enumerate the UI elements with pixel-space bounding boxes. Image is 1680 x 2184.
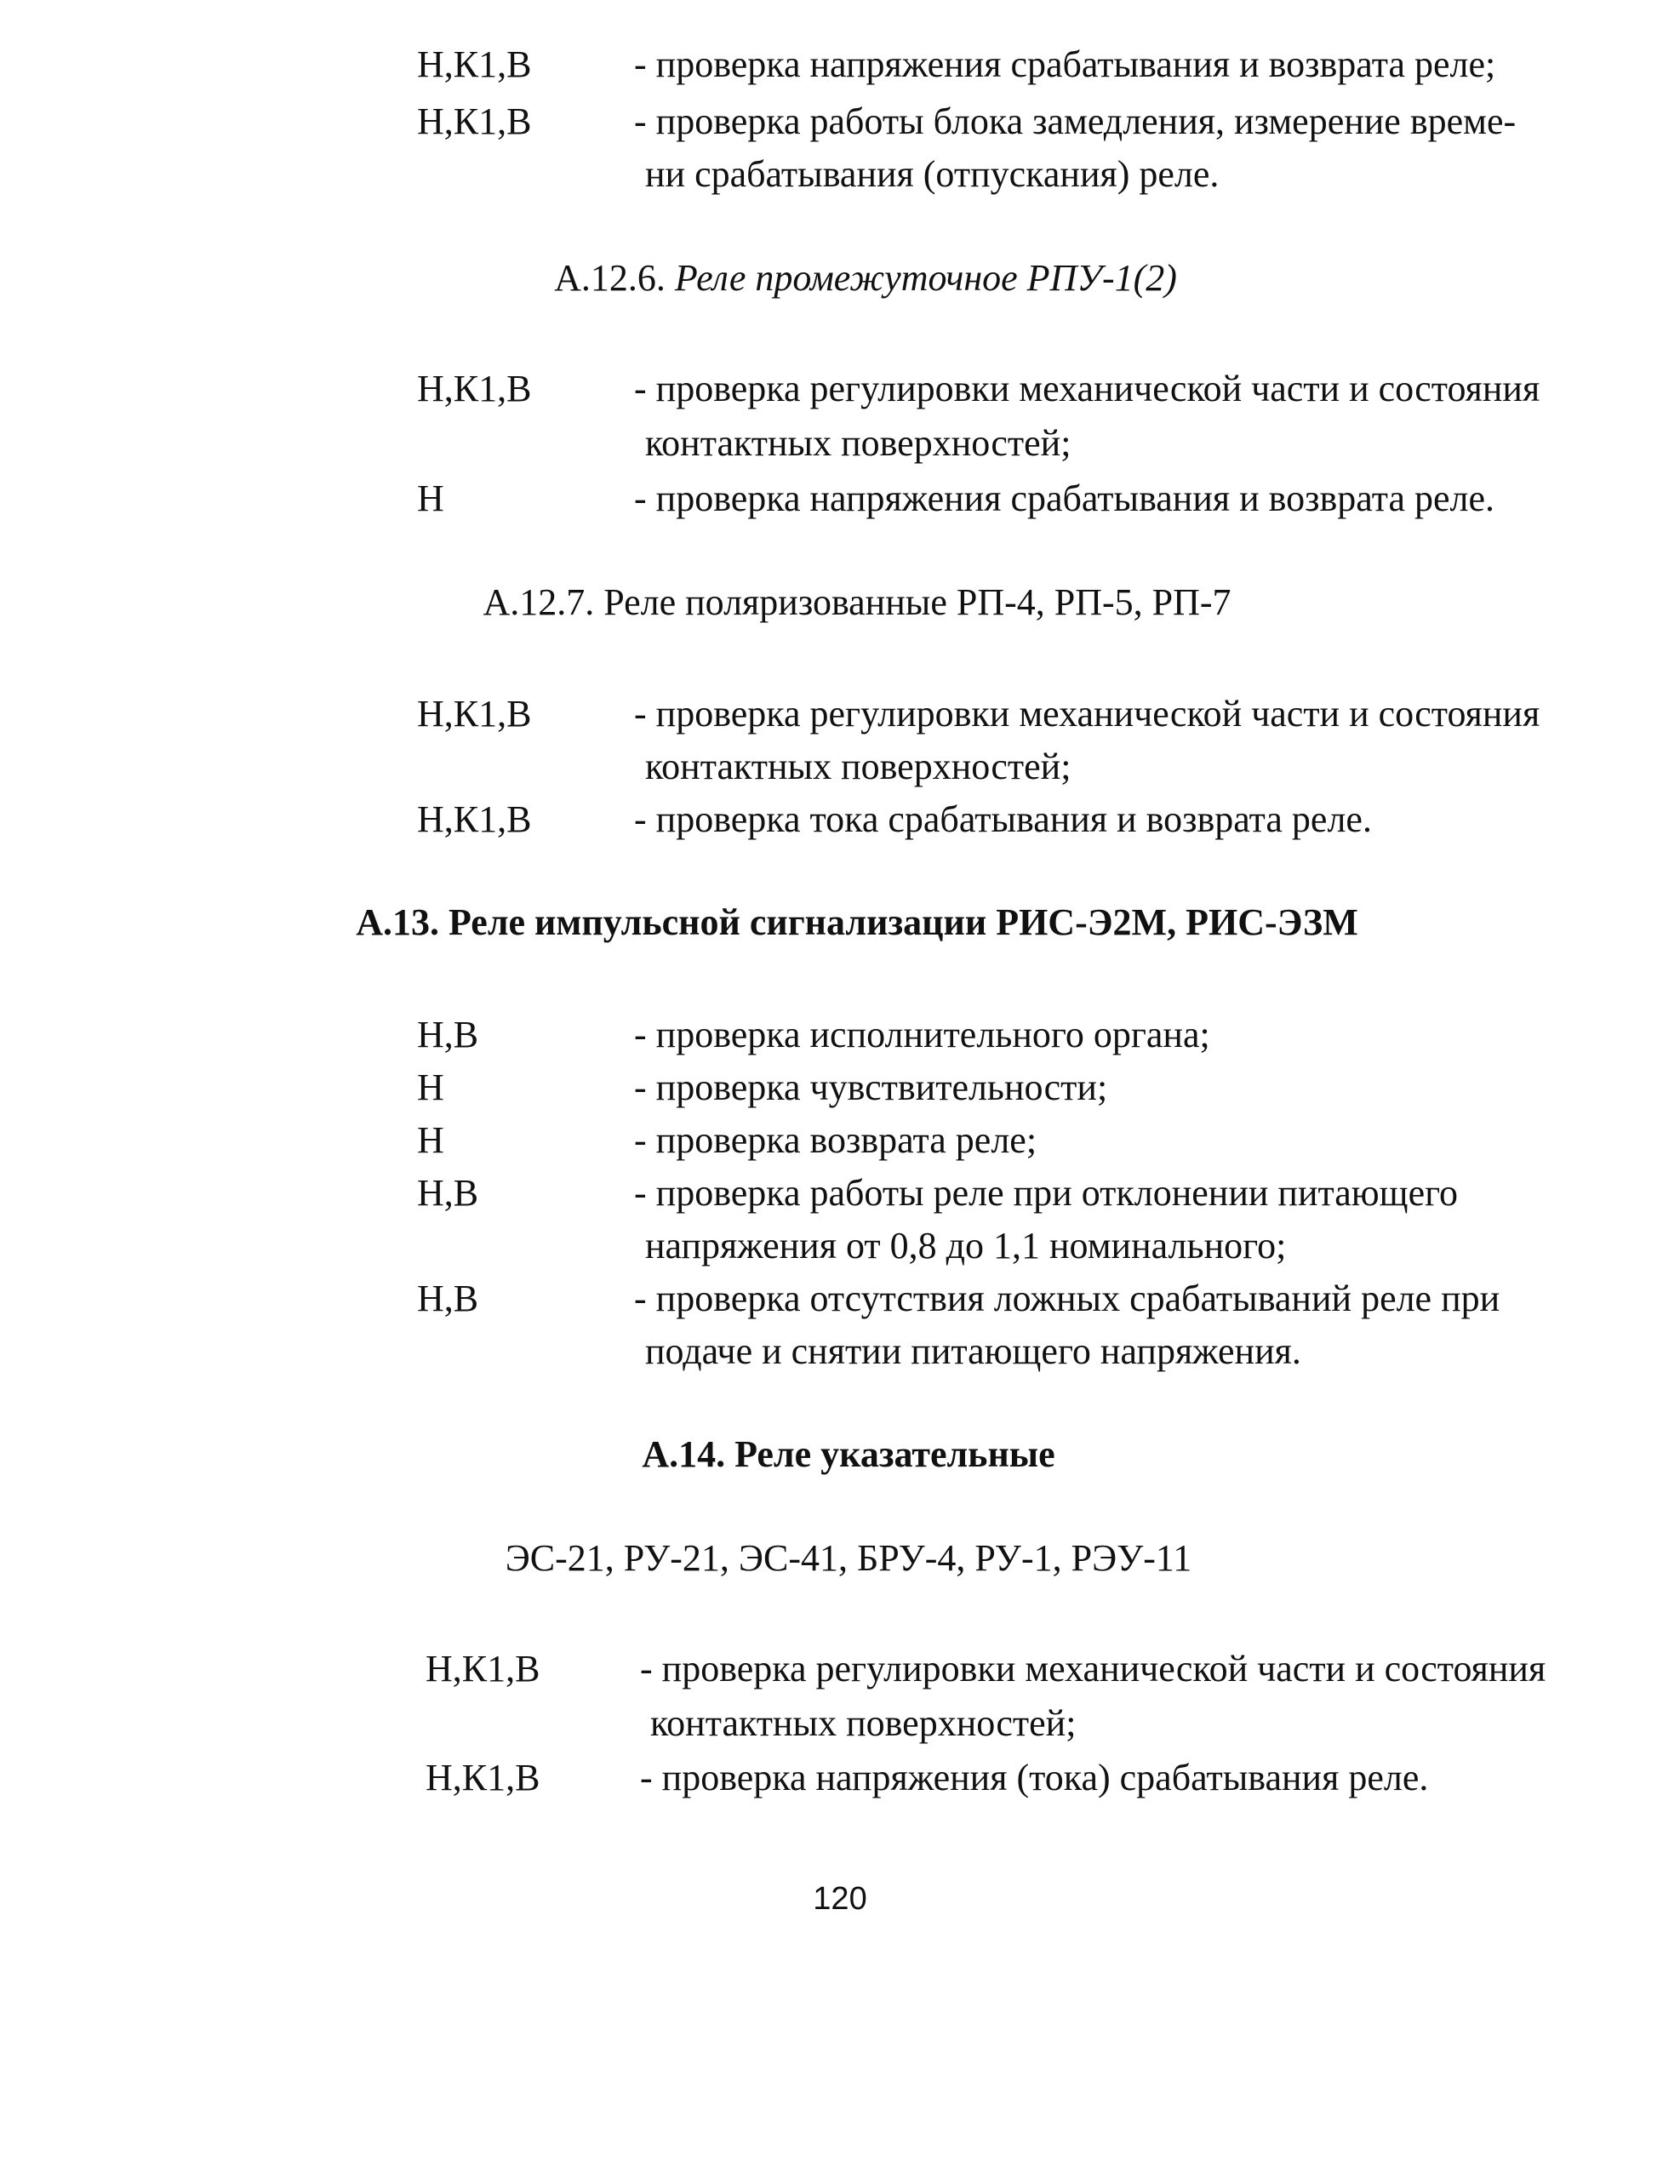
section-heading: А.14. Реле указательные [642,1433,1055,1475]
check-description-continuation: контактных поверхностей; [645,746,1071,787]
check-description: - проверка тока срабатывания и возврата реле. [634,798,1372,840]
check-description-continuation: напряжения от 0,8 до 1,1 номинального; [645,1225,1287,1266]
section-number: А.12.6. [554,257,666,299]
check-code: Н,К1,В [426,1757,540,1798]
check-description: - проверка отсутствия ложных срабатываний реле при [634,1278,1500,1319]
check-description: - проверка чувствительности; [634,1066,1108,1108]
check-code: Н,К1,В [417,100,532,142]
check-description: - проверка напряжения срабатывания и возврата реле; [634,43,1496,85]
check-code: Н [417,1066,444,1108]
check-code: Н,В [417,1278,479,1319]
section-heading: А.13. Реле импульсной сигнализации РИС-Э2М, РИС-ЭЗМ [356,901,1358,943]
check-code: Н,К1,В [417,368,532,409]
check-code: Н,К1,В [417,43,532,85]
check-description: - проверка работы реле при отклонении питающего [634,1172,1459,1214]
check-description-continuation: контактных поверхностей; [650,1702,1077,1744]
check-code: Н,В [417,1172,479,1214]
section-title: Реле промежуточное РПУ-1(2) [674,257,1177,299]
check-description-continuation: подаче и снятии питающего напряжения. [645,1330,1301,1372]
section-heading: А.12.7. Реле поляризованные РП-4, РП-5, РП-7 [483,581,1231,623]
check-code: Н,К1,В [426,1648,540,1689]
check-description: - проверка регулировки механической части и состояния [634,368,1540,409]
check-description: - проверка работы блока замедления, измерение време- [634,100,1517,142]
section-heading [0,252,1680,305]
check-description: - проверка исполнительного органа; [634,1014,1210,1055]
section-subtitle: ЭС-21, РУ-21, ЭС-41, БРУ-4, РУ-1, РЭУ-11 [505,1537,1192,1579]
check-description: - проверка напряжения срабатывания и возврата реле. [634,477,1495,519]
check-code: Н [417,1119,444,1161]
check-description-continuation: контактных поверхностей; [645,422,1071,464]
check-description: - проверка возврата реле; [634,1119,1037,1161]
check-code: Н,К1,В [417,693,532,735]
check-code: Н,К1,В [417,798,532,840]
check-code: Н [417,477,444,519]
check-description-continuation: ни срабатывания (отпускания) реле. [645,153,1220,195]
check-description: - проверка регулировки механической части и состояния [634,693,1540,735]
check-description: - проверка напряжения (тока) срабатывания реле. [640,1757,1429,1798]
page-number: 120 [813,1881,867,1917]
check-code: Н,В [417,1014,479,1055]
check-description: - проверка регулировки механической части и состояния [640,1648,1546,1689]
